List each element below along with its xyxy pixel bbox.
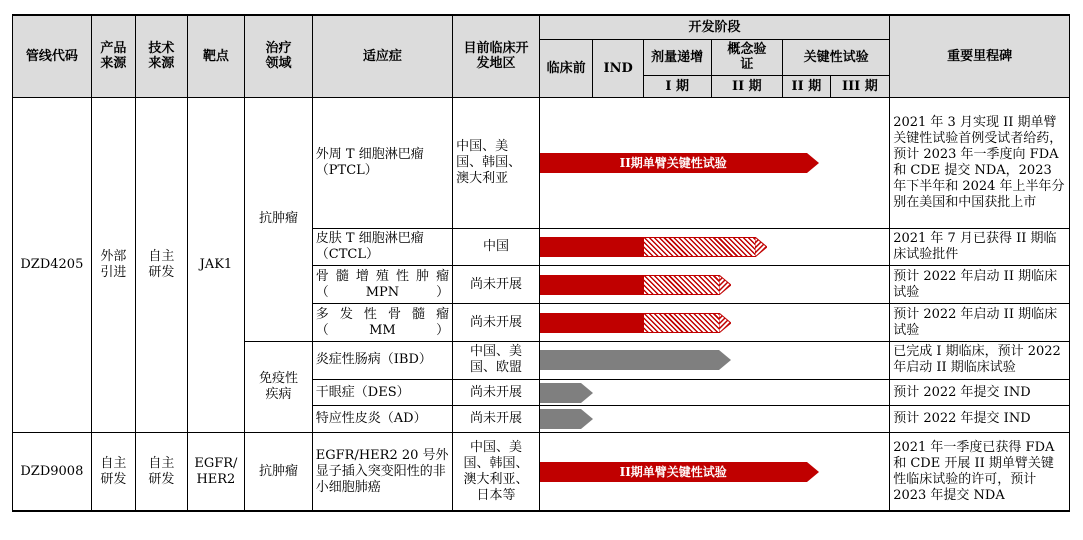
stage-bar — [540, 275, 731, 295]
stage-bar — [540, 383, 593, 403]
bar-label: II期单臂关键性试验 — [619, 155, 727, 170]
header-phase3: III 期 — [830, 75, 890, 97]
header-field: 治疗 领域 — [245, 15, 313, 97]
tech-source: 自主 研发 — [136, 97, 187, 433]
bar-body — [540, 275, 643, 295]
stage-bar-cell — [539, 406, 889, 433]
region: 中国、美 国、欧盟 — [453, 341, 540, 379]
stage-bar-cell — [539, 229, 889, 266]
bar-body — [540, 383, 581, 403]
region: 中国、美 国、韩国、 澳大利亚、 日本等 — [453, 433, 540, 511]
therapeutic-area: 抗肿瘤 — [245, 97, 313, 341]
stage-bar-cell — [539, 379, 889, 406]
bar-body — [540, 237, 643, 257]
header-phase2a: II 期 — [711, 75, 783, 97]
header-preclinical: 临床前 — [539, 39, 593, 97]
header-code: 管线代码 — [13, 15, 92, 97]
indication: 炎症性肠病（IBD） — [312, 341, 452, 379]
bar-arrow — [581, 409, 593, 429]
bar-arrow — [719, 313, 731, 333]
header-phase2b: II 期 — [783, 75, 830, 97]
stage-bar-cell — [539, 304, 889, 341]
header-region: 目前临床开 发地区 — [453, 15, 540, 97]
product-source: 外部 引进 — [91, 97, 135, 433]
region: 尚未开展 — [453, 266, 540, 304]
bar-body — [540, 409, 581, 429]
milestone: 预计 2022 年启动 II 期临床试验 — [890, 304, 1070, 341]
bar-arrow — [807, 153, 819, 173]
target: JAK1 — [187, 97, 245, 433]
region: 尚未开展 — [453, 379, 540, 406]
stage-bar — [540, 462, 819, 482]
milestone: 2021 年一季度已获得 FDA 和 CDE 开展 II 期单臂关键性临床试验的许可，预计 2023 年提交 NDA — [890, 433, 1070, 511]
indication: 多发性骨髓瘤 （MM） — [312, 304, 452, 341]
region: 中国、美 国、韩国、 澳大利亚 — [453, 97, 540, 229]
therapeutic-area: 抗肿瘤 — [245, 433, 313, 511]
header-pivotal: 关键性试验 — [783, 39, 890, 75]
header-ind: IND — [593, 39, 643, 97]
region: 尚未开展 — [453, 406, 540, 433]
stage-bar-cell — [539, 97, 889, 229]
header-milestone: 重要里程碑 — [890, 15, 1070, 97]
tech-source: 自主 研发 — [136, 433, 187, 511]
therapeutic-area: 免疫性 疾病 — [245, 341, 313, 433]
pipeline-table — [12, 14, 1070, 512]
header-tech: 技术 来源 — [136, 15, 187, 97]
bar-arrow — [755, 237, 767, 257]
pipeline-code: DZD9008 — [13, 433, 92, 511]
bar-arrow — [719, 350, 731, 370]
header-source: 产品 来源 — [91, 15, 135, 97]
region: 尚未开展 — [453, 304, 540, 341]
milestone: 预计 2022 年启动 II 期临床试验 — [890, 266, 1070, 304]
bar-hatch — [643, 275, 719, 295]
stage-bar — [540, 409, 593, 429]
stage-bar — [540, 313, 731, 333]
stage-bar — [540, 153, 819, 173]
stage-bar-cell — [539, 266, 889, 304]
bar-label: II期单臂关键性试验 — [619, 464, 727, 479]
indication: 特应性皮炎（AD） — [312, 406, 452, 433]
header-target: 靶点 — [187, 15, 245, 97]
bar-hatch — [643, 313, 719, 333]
stage-bar — [540, 237, 767, 257]
header-indication: 适应症 — [312, 15, 452, 97]
bar-body — [540, 462, 807, 482]
bar-arrow — [807, 462, 819, 482]
indication: 外周 T 细胞淋巴瘤 （PTCL） — [312, 97, 452, 229]
bar-body — [540, 153, 807, 173]
header-stage: 开发阶段 — [539, 15, 889, 39]
indication: EGFR/HER2 20 号外显子插入突变阳性的非小细胞肺癌 — [312, 433, 452, 511]
milestone: 预计 2022 年提交 IND — [890, 379, 1070, 406]
header-poc: 概念验 证 — [711, 39, 783, 75]
stage-bar-cell — [539, 341, 889, 379]
milestone: 预计 2022 年提交 IND — [890, 406, 1070, 433]
milestone: 2021 年 7 月已获得 II 期临床试验批件 — [890, 229, 1070, 266]
indication: 皮肤 T 细胞淋巴瘤 （CTCL） — [312, 229, 452, 266]
header-phase1: I 期 — [643, 75, 711, 97]
header-dose: 剂量递增 — [643, 39, 711, 75]
product-source: 自主 研发 — [91, 433, 135, 511]
milestone: 已完成 I 期临床，预计 2022 年启动 II 期临床试验 — [890, 341, 1070, 379]
stage-bar-cell — [539, 433, 889, 511]
pipeline-code: DZD4205 — [13, 97, 92, 433]
bar-body — [540, 313, 643, 333]
milestone: 2021 年 3 月实现 II 期单臂关键性试验首例受试者给药，预计 2023 年一季度向 FDA 和 CDE 提交 NDA，2023 年下半年和 2024 年上半年分别在美国和中国获批上市 — [890, 97, 1070, 229]
bar-arrow — [581, 383, 593, 403]
indication: 骨髓增殖性肿瘤 （MPN） — [312, 266, 452, 304]
indication: 干眼症（DES） — [312, 379, 452, 406]
stage-bar — [540, 350, 731, 370]
bar-hatch — [643, 237, 755, 257]
region: 中国 — [453, 229, 540, 266]
target: EGFR/ HER2 — [187, 433, 245, 511]
bar-body — [540, 350, 719, 370]
bar-arrow — [719, 275, 731, 295]
